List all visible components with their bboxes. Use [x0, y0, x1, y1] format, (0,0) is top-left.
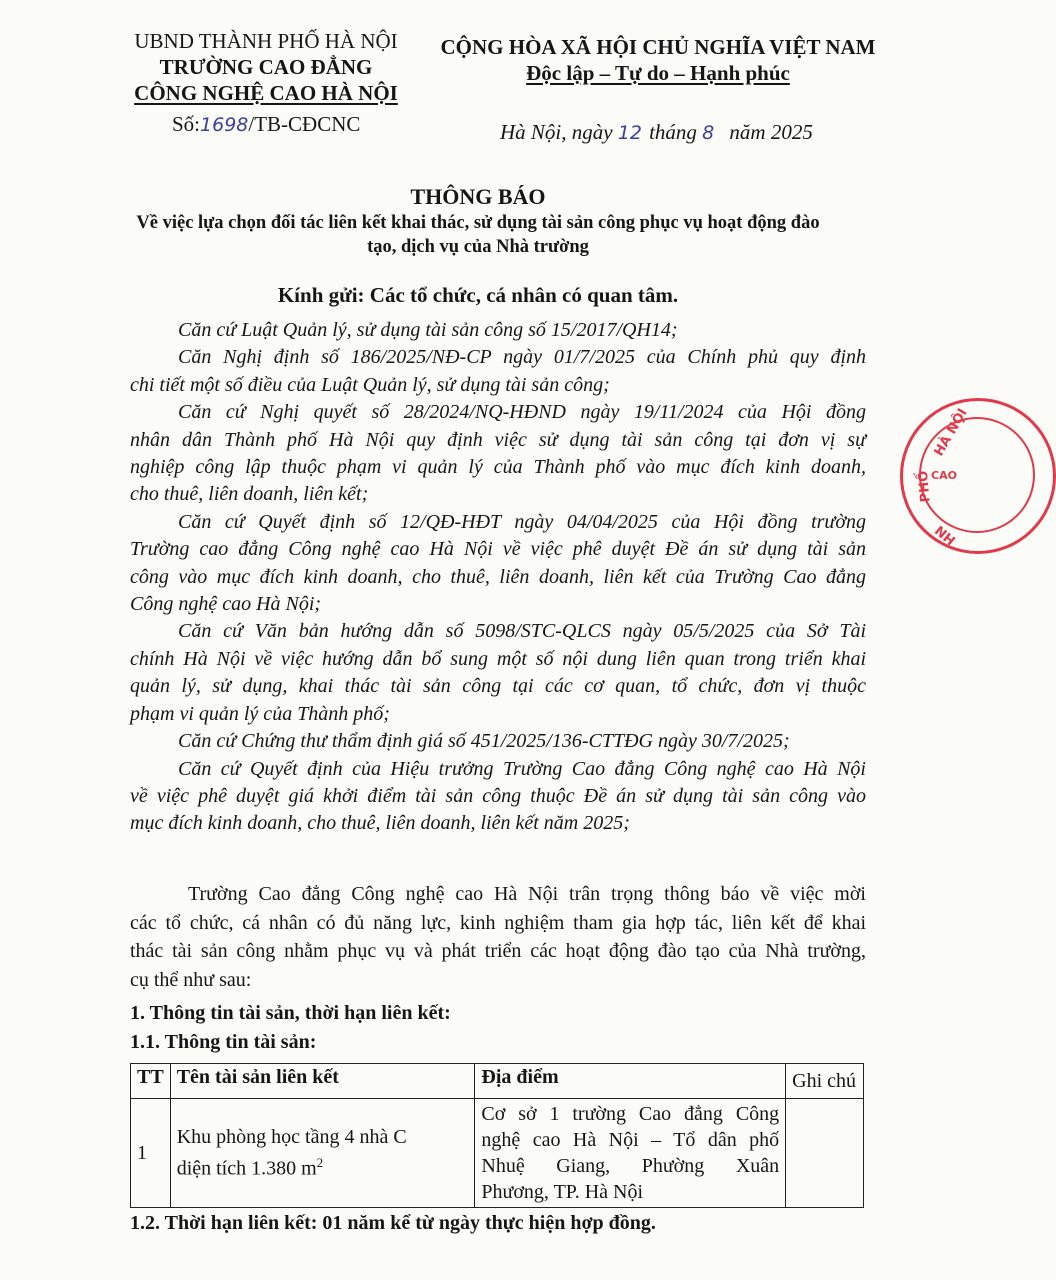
legal-basis-7-line1: Căn cứ Quyết định của Hiệu trưởng Trường Cao đẳng Công nghệ cao Hà Nội: [178, 757, 866, 780]
date-line: Hà Nội, ngày 12 tháng 8 năm 2025: [500, 120, 813, 144]
legal-basis-4-line1: Căn cứ Quyết định số 12/QĐ-HĐT ngày 04/04/2025 của Hội đồng trường: [178, 510, 866, 533]
agency-line2: TRƯỜNG CAO ĐẲNG: [159, 55, 373, 79]
cell-note: [786, 1099, 864, 1208]
legal-basis-7-line2: về việc phê duyệt giá khởi điểm tài sản công thuộc Đề án sử dụng tài sản công vào: [130, 784, 866, 807]
header-location: Địa điểm: [475, 1064, 786, 1099]
legal-basis-5-line1: Căn cứ Văn bản hướng dẫn số 5098/STC-QLCS ngày 05/5/2025 của Sở Tài: [178, 620, 866, 643]
legal-basis-4-line2: Trường cao đẳng Công nghệ cao Hà Nội về việc phê duyệt Đề án sử dụng tài sản: [130, 538, 866, 561]
document-title: THÔNG BÁO: [410, 184, 546, 209]
table-row: [131, 1099, 864, 1208]
nation-line1: CỘNG HÒA XÃ HỘI CHỦ NGHĨA VIỆT NAM: [440, 35, 876, 59]
legal-bases: [130, 317, 866, 838]
official-seal-icon: HÀ NỘI PHỐ CAO HN: [900, 398, 1056, 554]
cell-asset-name: Khu phòng học tầng 4 nhà C diện tích 1.380 $m^2$: [170, 1099, 475, 1208]
legal-basis-4-line3: công vào mục đích kinh doanh, cho thuê, liên doanh, liên kết của Trường Cao đẳng: [130, 565, 866, 588]
table-header-row: [131, 1064, 864, 1099]
legal-basis-1: Căn cứ Luật Quản lý, sử dụng tài sản công số 15/2017/QH14;: [178, 319, 678, 341]
asset-table: [130, 1063, 864, 1208]
handwritten-day: 12: [617, 122, 643, 144]
legal-basis-5-line2: chính Hà Nội về việc hướng dẫn bổ sung một số nội dung liên quan trong triển khai: [130, 647, 866, 670]
section-1-1-heading: 1.1. Thông tin tài sản:: [130, 1031, 317, 1053]
legal-basis-2-line1: Căn Nghị định số 186/2025/NĐ-CP ngày 01/7/2025 của Chính phủ quy định: [178, 346, 866, 369]
agency-line3: CÔNG NGHỆ CAO HÀ NỘI: [134, 81, 398, 105]
legal-basis-3-line4: cho thuê, liên doanh, liên kết;: [130, 483, 369, 506]
cell-location: Cơ sở 1 trường Cao đẳng Công nghệ cao Hà Nội – Tổ dân phố Nhuệ Giang, Phường Xuân Phương, TP. Hà Nội: [475, 1099, 786, 1208]
section-1-heading: 1. Thông tin tài sản, thời hạn liên kết:: [130, 1002, 451, 1024]
legal-basis-7-line3: mục đích kinh doanh, cho thuê, liên doanh, liên kết năm 2025;: [130, 812, 630, 835]
legal-basis-3-line2: nhân dân Thành phố Hà Nội quy định việc sử dụng tài sản công tại đơn vị sự: [130, 428, 866, 451]
header-tt: TT: [131, 1064, 171, 1099]
cell-tt: 1: [131, 1099, 171, 1208]
intro-paragraph: Trường Cao đẳng Công nghệ cao Hà Nội trân trọng thông báo về việc mời các tổ chức, cá nhân có đủ năng lực, kinh nghiệm tham gia hợp tác, liên kết để khai thác tài sản công nhằm phục vụ và phát triển các hoạt động đào tạo của Nhà trường, cụ thể như sau:: [130, 883, 866, 991]
motto: Độc lập – Tự do – Hạnh phúc: [526, 61, 790, 85]
legal-basis-4-line4: Công nghệ cao Hà Nội;: [130, 593, 322, 616]
header-asset-name: Tên tài sản liên kết: [170, 1064, 475, 1099]
handwritten-doc-number: 1698: [200, 114, 249, 136]
document-number: Số:1698/TB-CĐCNC: [172, 112, 361, 136]
legal-basis-5-line4: phạm vi quản lý của Thành phố;: [130, 702, 390, 725]
recipient-line: Kính gửi: Các tổ chức, cá nhân có quan tâm.: [277, 283, 679, 307]
section-1-2-heading: 1.2. Thời hạn liên kết: 01 năm kể từ ngày thực hiện hợp đồng.: [130, 1212, 656, 1234]
nation-block: [438, 34, 878, 86]
legal-basis-6: Căn cứ Chứng thư thẩm định giá số 451/2025/136-CTTĐG ngày 30/7/2025;: [178, 730, 790, 753]
handwritten-month: 8: [702, 122, 715, 144]
legal-basis-3-line3: nghiệp công lập thuộc phạm vi quản lý của Thành phố vào mục đích kinh doanh,: [130, 456, 866, 479]
agency-block: [126, 28, 406, 106]
legal-basis-2-line2: chi tiết một số điều của Luật Quản lý, sử dụng tài sản công;: [130, 373, 610, 396]
legal-basis-5-line3: quản lý, sử dụng, khai thác tài sản công tại các cơ quan, tổ chức, đơn vị thuộc: [130, 675, 866, 698]
header-note: Ghi chú: [786, 1064, 864, 1099]
document-subtitle: Về việc lựa chọn đối tác liên kết khai thác, sử dụng tài sản công phục vụ hoạt động đào tạo, dịch vụ của Nhà trường: [136, 213, 820, 257]
legal-basis-3-line1: Căn cứ Nghị quyết số 28/2024/NQ-HĐND ngày 19/11/2024 của Hội đồng: [178, 401, 866, 424]
agency-line1: UBND THÀNH PHỐ HÀ NỘI: [134, 29, 398, 53]
